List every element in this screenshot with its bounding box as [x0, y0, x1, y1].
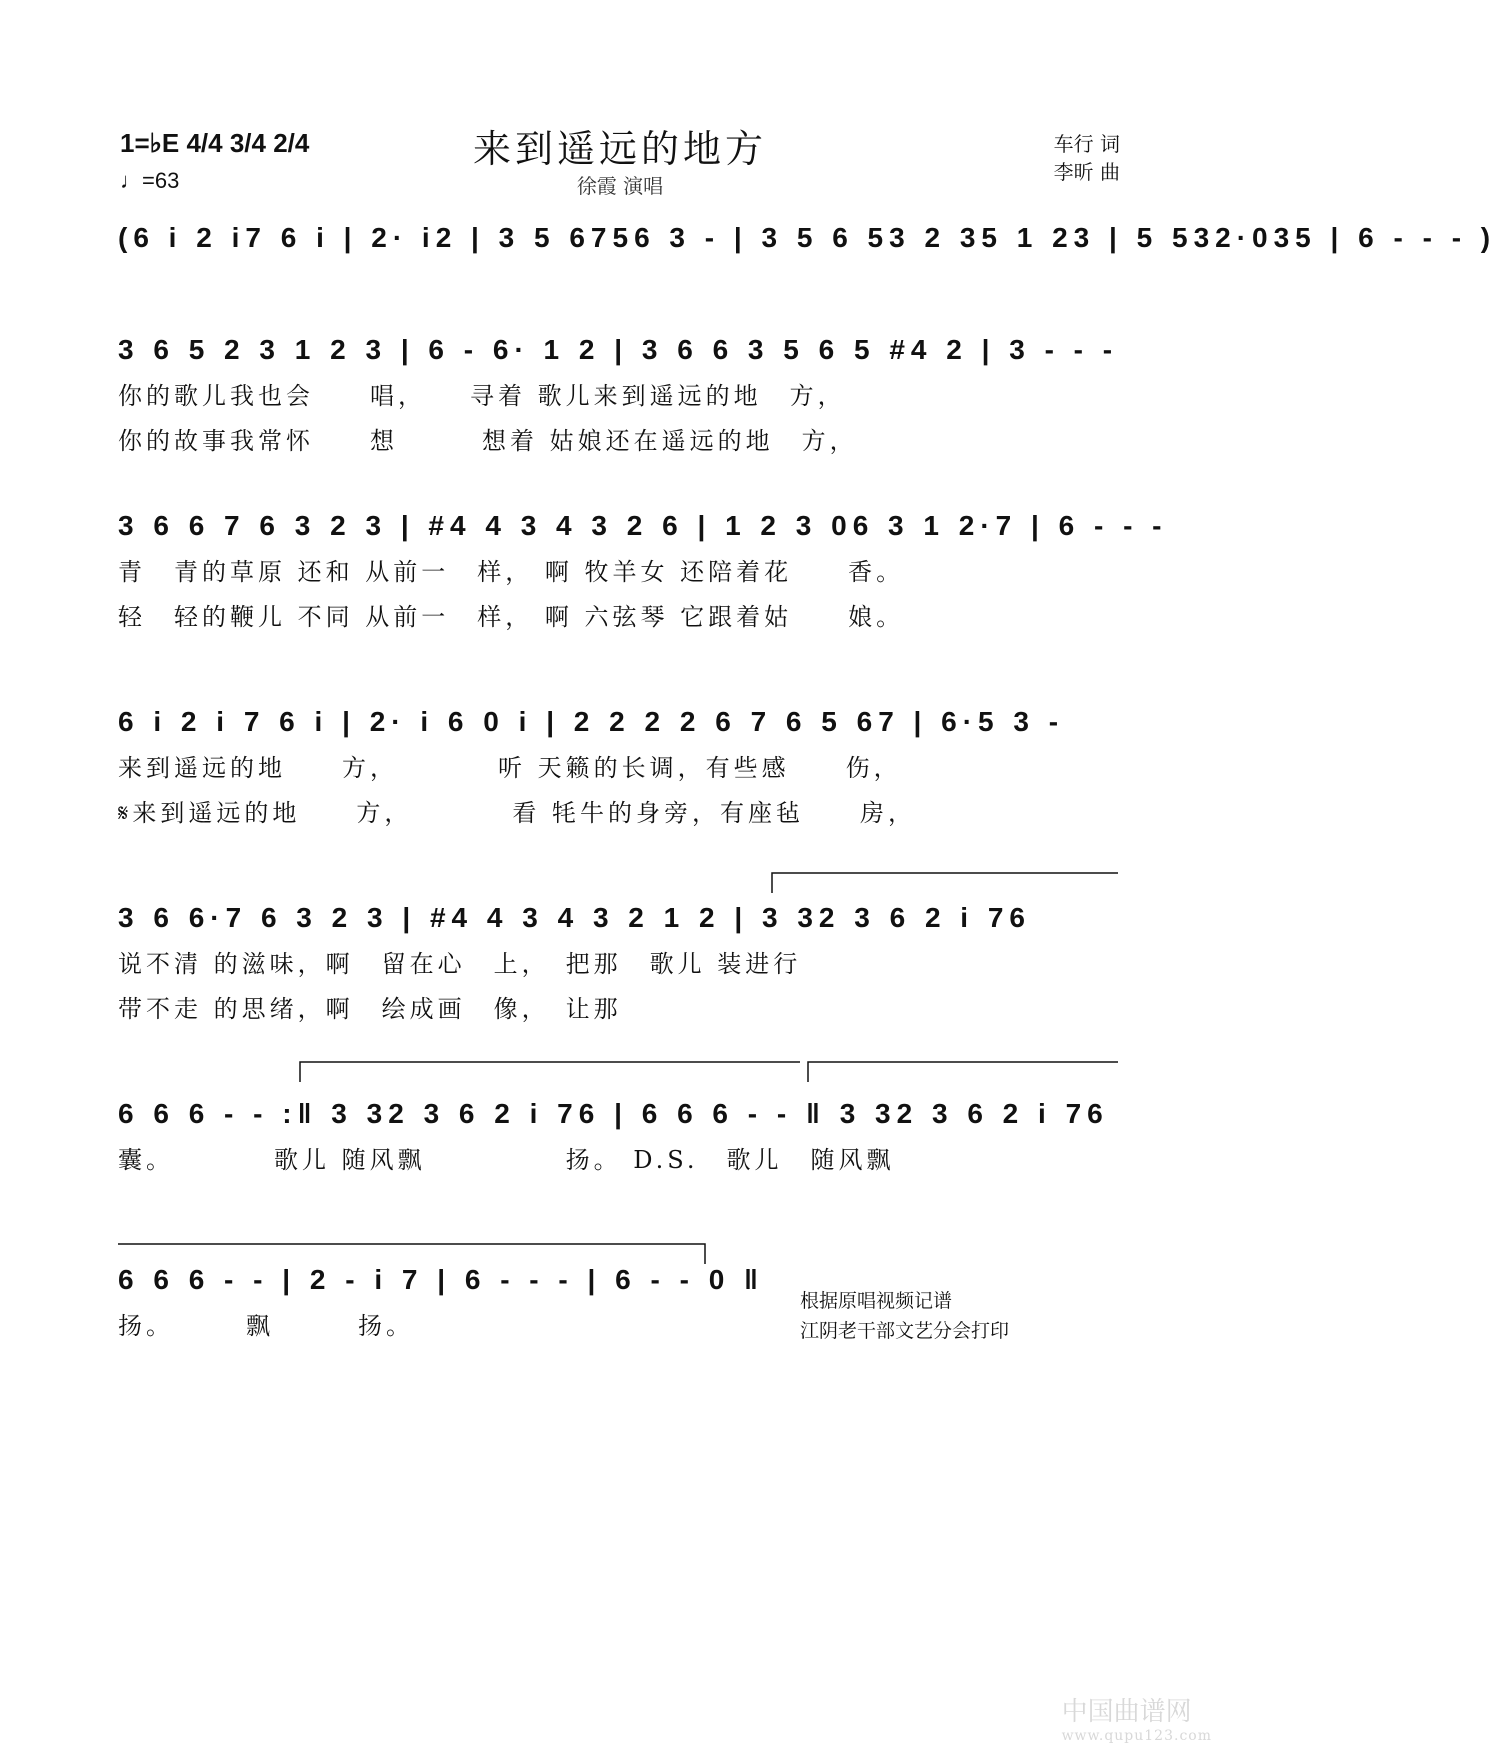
lyric-verse-2: 你的故事我常怀 想 想着 姑娘还在遥远的地 方， [118, 427, 858, 455]
final-bracket [118, 1244, 705, 1264]
score-system-intro [118, 222, 1496, 254]
watermark-name: 中国曲谱网 [1061, 1697, 1192, 1727]
lyric-verse-1: 你的歌儿我也会 唱， 寻着 歌儿来到遥远的地 方， [118, 382, 846, 410]
notation-line: 6 i 2 i 7 6 i | 2· i 6 0 i | 2 2 2 2 6 7 6 5 67 | 6·5 3 - [118, 706, 1065, 737]
score-system-5 [118, 1098, 1109, 1175]
volta-bracket-1 [772, 873, 1118, 893]
lyric-verse-1: 囊。 歌儿 随风飘 扬。 D.S. 歌儿 随风飘 [118, 1146, 895, 1174]
notation-line: 6 6 6 - - | 2 - i 7 | 6 - - - | 6 - - 0 ‖ [118, 1264, 764, 1295]
lyricist-credit: 车行 词 [1053, 132, 1120, 156]
notation-line: 3 6 6·7 6 3 2 3 | #4 4 3 4 3 2 1 2 | 3 32 3 6 2 i 76 [118, 902, 1032, 933]
lyric-verse-1: 扬。 飘 扬。 [118, 1312, 414, 1340]
song-title: 来到遥远的地方 [472, 127, 767, 171]
score-system-1 [118, 334, 1118, 456]
lyric-verse-2: 带不走 的思绪，啊 绘成画 像， 让那 [118, 995, 622, 1023]
score-system-6 [118, 1264, 764, 1341]
notation-line: 3 6 5 2 3 1 2 3 | 6 - 6· 1 2 | 3 6 6 3 5 6 5 #4 2 | 3 - - - [118, 334, 1119, 365]
performer: 徐霞 演唱 [576, 174, 664, 198]
composer-credit: 李昕 曲 [1053, 160, 1120, 184]
tempo-marking: ♩=63 [120, 168, 180, 193]
footnote-printer: 江阴老干部文艺分会打印 [800, 1320, 1010, 1342]
lyric-verse-2: 轻 轻的鞭儿 不同 从前一 样， 啊 六弦琴 它跟着姑 娘。 [118, 603, 905, 631]
footnote-transcription: 根据原唱视频记谱 [800, 1290, 953, 1312]
ending-bracket [808, 1062, 1118, 1082]
lyric-verse-2: 𝄋来到遥远的地 方， 看 牦牛的身旁，有座毡 房， [118, 799, 916, 827]
watermark-url: www.qupu123.com [1061, 1728, 1212, 1744]
site-watermark [1062, 1691, 1212, 1744]
lyric-verse-1: 说不清 的滋味，啊 留在心 上， 把那 歌儿 装进行 [118, 950, 802, 978]
notation-line: 6 6 6 - - :‖ 3 32 3 6 2 i 76 | 6 6 6 - - ‖ 3 32 3 6 2 i 76 [118, 1098, 1109, 1129]
lyric-verse-1: 青 青的草原 还和 从前一 样， 啊 牧羊女 还陪着花 香。 [118, 558, 905, 586]
notation-line: (6 i 2 i7 6 i | 2· i2 | 3 5 6756 3 - | 3 5 6 53 2 35 1 23 | 5 532·035 | 6 - - - ) [118, 222, 1496, 253]
lyric-verse-1: 来到遥远的地 方， 听 天籁的长调，有些感 伤， [118, 754, 902, 782]
score-system-3 [118, 706, 1064, 828]
volta-bracket-2 [300, 1062, 800, 1082]
key-signature: 1=♭E 4/4 3/4 2/4 [120, 128, 310, 158]
notation-line: 3 6 6 7 6 3 2 3 | #4 4 3 4 3 2 6 | 1 2 3 06 3 1 2·7 | 6 - - - [118, 510, 1168, 541]
score-system-4 [118, 902, 1031, 1024]
score-system-2 [118, 510, 1168, 632]
